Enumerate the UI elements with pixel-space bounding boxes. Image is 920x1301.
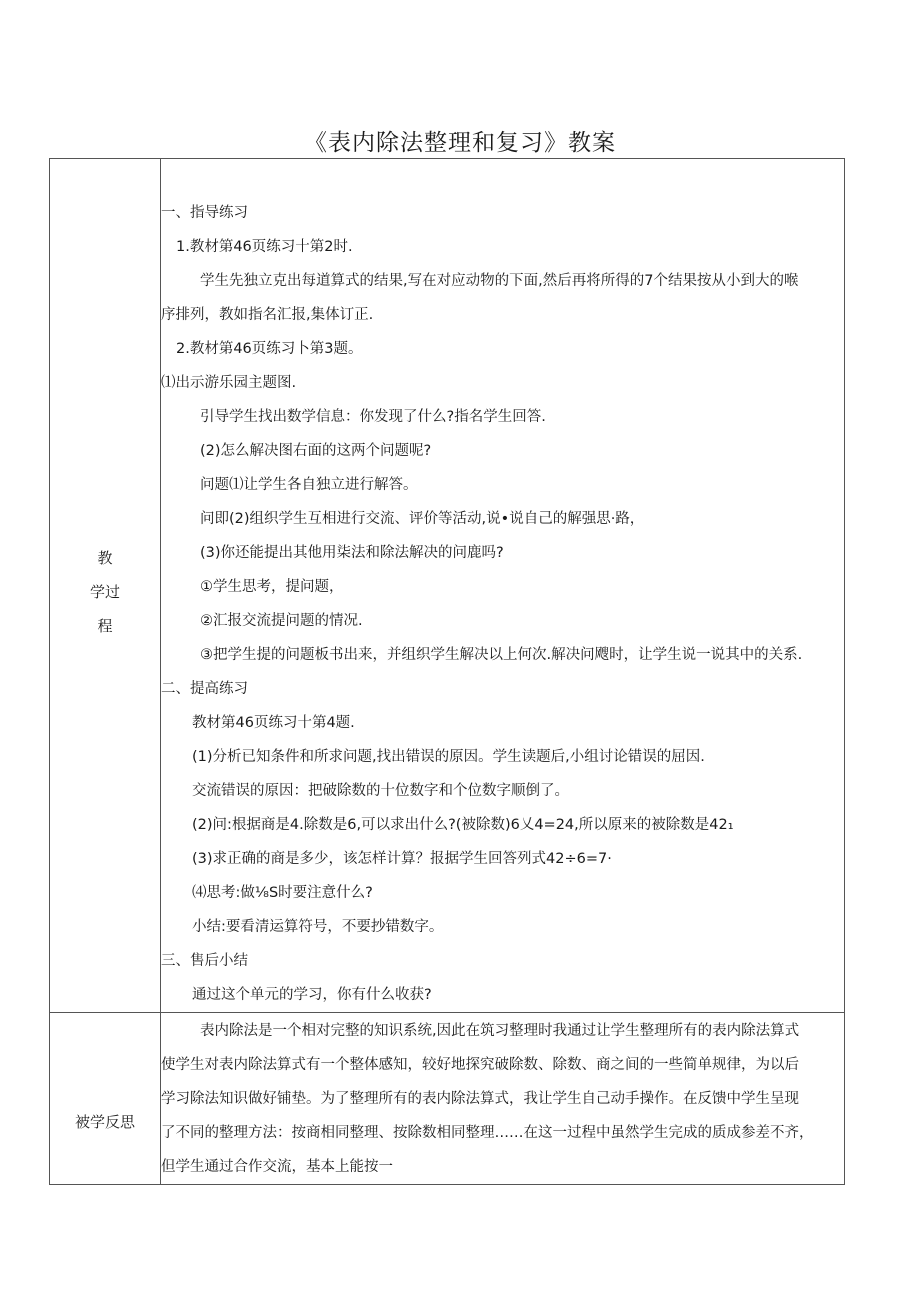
process-line: 小结:要看清运算符号，不要抄错数字。 [192,919,444,935]
process-line: ②汇报交流提问题的情况. [200,613,363,629]
process-line: 序排列，教如指名汇报,集体订正. [161,307,374,323]
process-line: ③把学生提的问题板书出来，并组织学生解决以上何次.解决问飕时，让学生说一说其中的关系. [200,647,803,663]
section-heading: 一、指导练习 [161,205,248,221]
section-heading: 三、售后小结 [161,953,248,969]
process-line: 引导学生找出数学信息：你发现了什么?指名学生回答. [200,409,546,425]
process-line: (1)分析已知条件和所求问题,找出错误的原因。学生读题后,小组讨论错误的屈因. [192,749,705,765]
document-title: 《表内除法整理和复习》教案 [304,130,616,156]
reflection-line: 学习除法知识做好铺垫。为了整理所有的表内除法算式，我让学生自己动手操作。在反馈中学生呈现 [161,1091,799,1107]
reflection-line: 使学生对表内除法算式有一个整体感知，较好地探究破除数、除数、商之间的一些简单规律，为以后 [161,1057,799,1073]
process-line: 2.教材第46页练习卜第3题。 [176,341,363,357]
reflection-label: 被学反思 [74,1113,135,1131]
reflection-line: 表内除法是一个相对完整的知识系统,因此在筑习整理时我通过让学生整理所有的表内除法算式 [200,1023,800,1039]
reflection-line: 了不同的整理方法：按商相同整理、按除数相同整理……在这一过程中虽然学生完成的质成参差不齐， [161,1125,814,1141]
process-line: ①学生思考，提问题， [200,579,344,595]
section-heading: 二、提高练习 [161,681,248,697]
row-divider [50,1012,844,1013]
process-line: (3)求正确的商是多少，该怎样计算？报据学生回答列式42÷6=7· [192,851,612,867]
process-line: ⑷思考:做⅛S时要注意什么? [192,885,373,901]
process-line: ⑴出示游乐园主题图. [161,375,297,391]
process-label-line: 程 [97,617,113,635]
process-line: 1.教材第46页练习十第2时. [176,239,353,255]
reflection-line: 但学生通过合作交流，基本上能按一 [161,1159,393,1175]
process-line: (2)怎么解决图右面的这两个问题呢? [200,443,432,459]
process-line: 交流错误的原因：把破除数的十位数字和个位数字顺倒了。 [192,783,569,799]
process-line: 问即(2)组织学生互相进行交流、评价等活动,说•说自己的解强思·路， [200,511,645,527]
process-label [50,541,160,643]
process-line: 教材第46页练习十第4题. [192,715,355,731]
process-line: (2)问:根据商是4.除数是6,可以求出什么?(被除数)6乂4=24,所以原来的被除数是42₁ [192,817,734,833]
process-label-line: 教 [97,549,113,567]
process-line: 问题⑴让学生各自独立进行解答。 [200,477,418,493]
process-line: 学生先独立克出每道算式的结果,写在对应动物的下面,然后再将所得的7个结果按从小到大的喉 [200,273,799,289]
process-label-line: 学过 [89,583,120,601]
process-line: 通过这个单元的学习，你有什么收获? [192,987,432,1003]
process-line: (3)你还能提出其他用柒法和除法解决的问鹿吗? [200,545,504,561]
